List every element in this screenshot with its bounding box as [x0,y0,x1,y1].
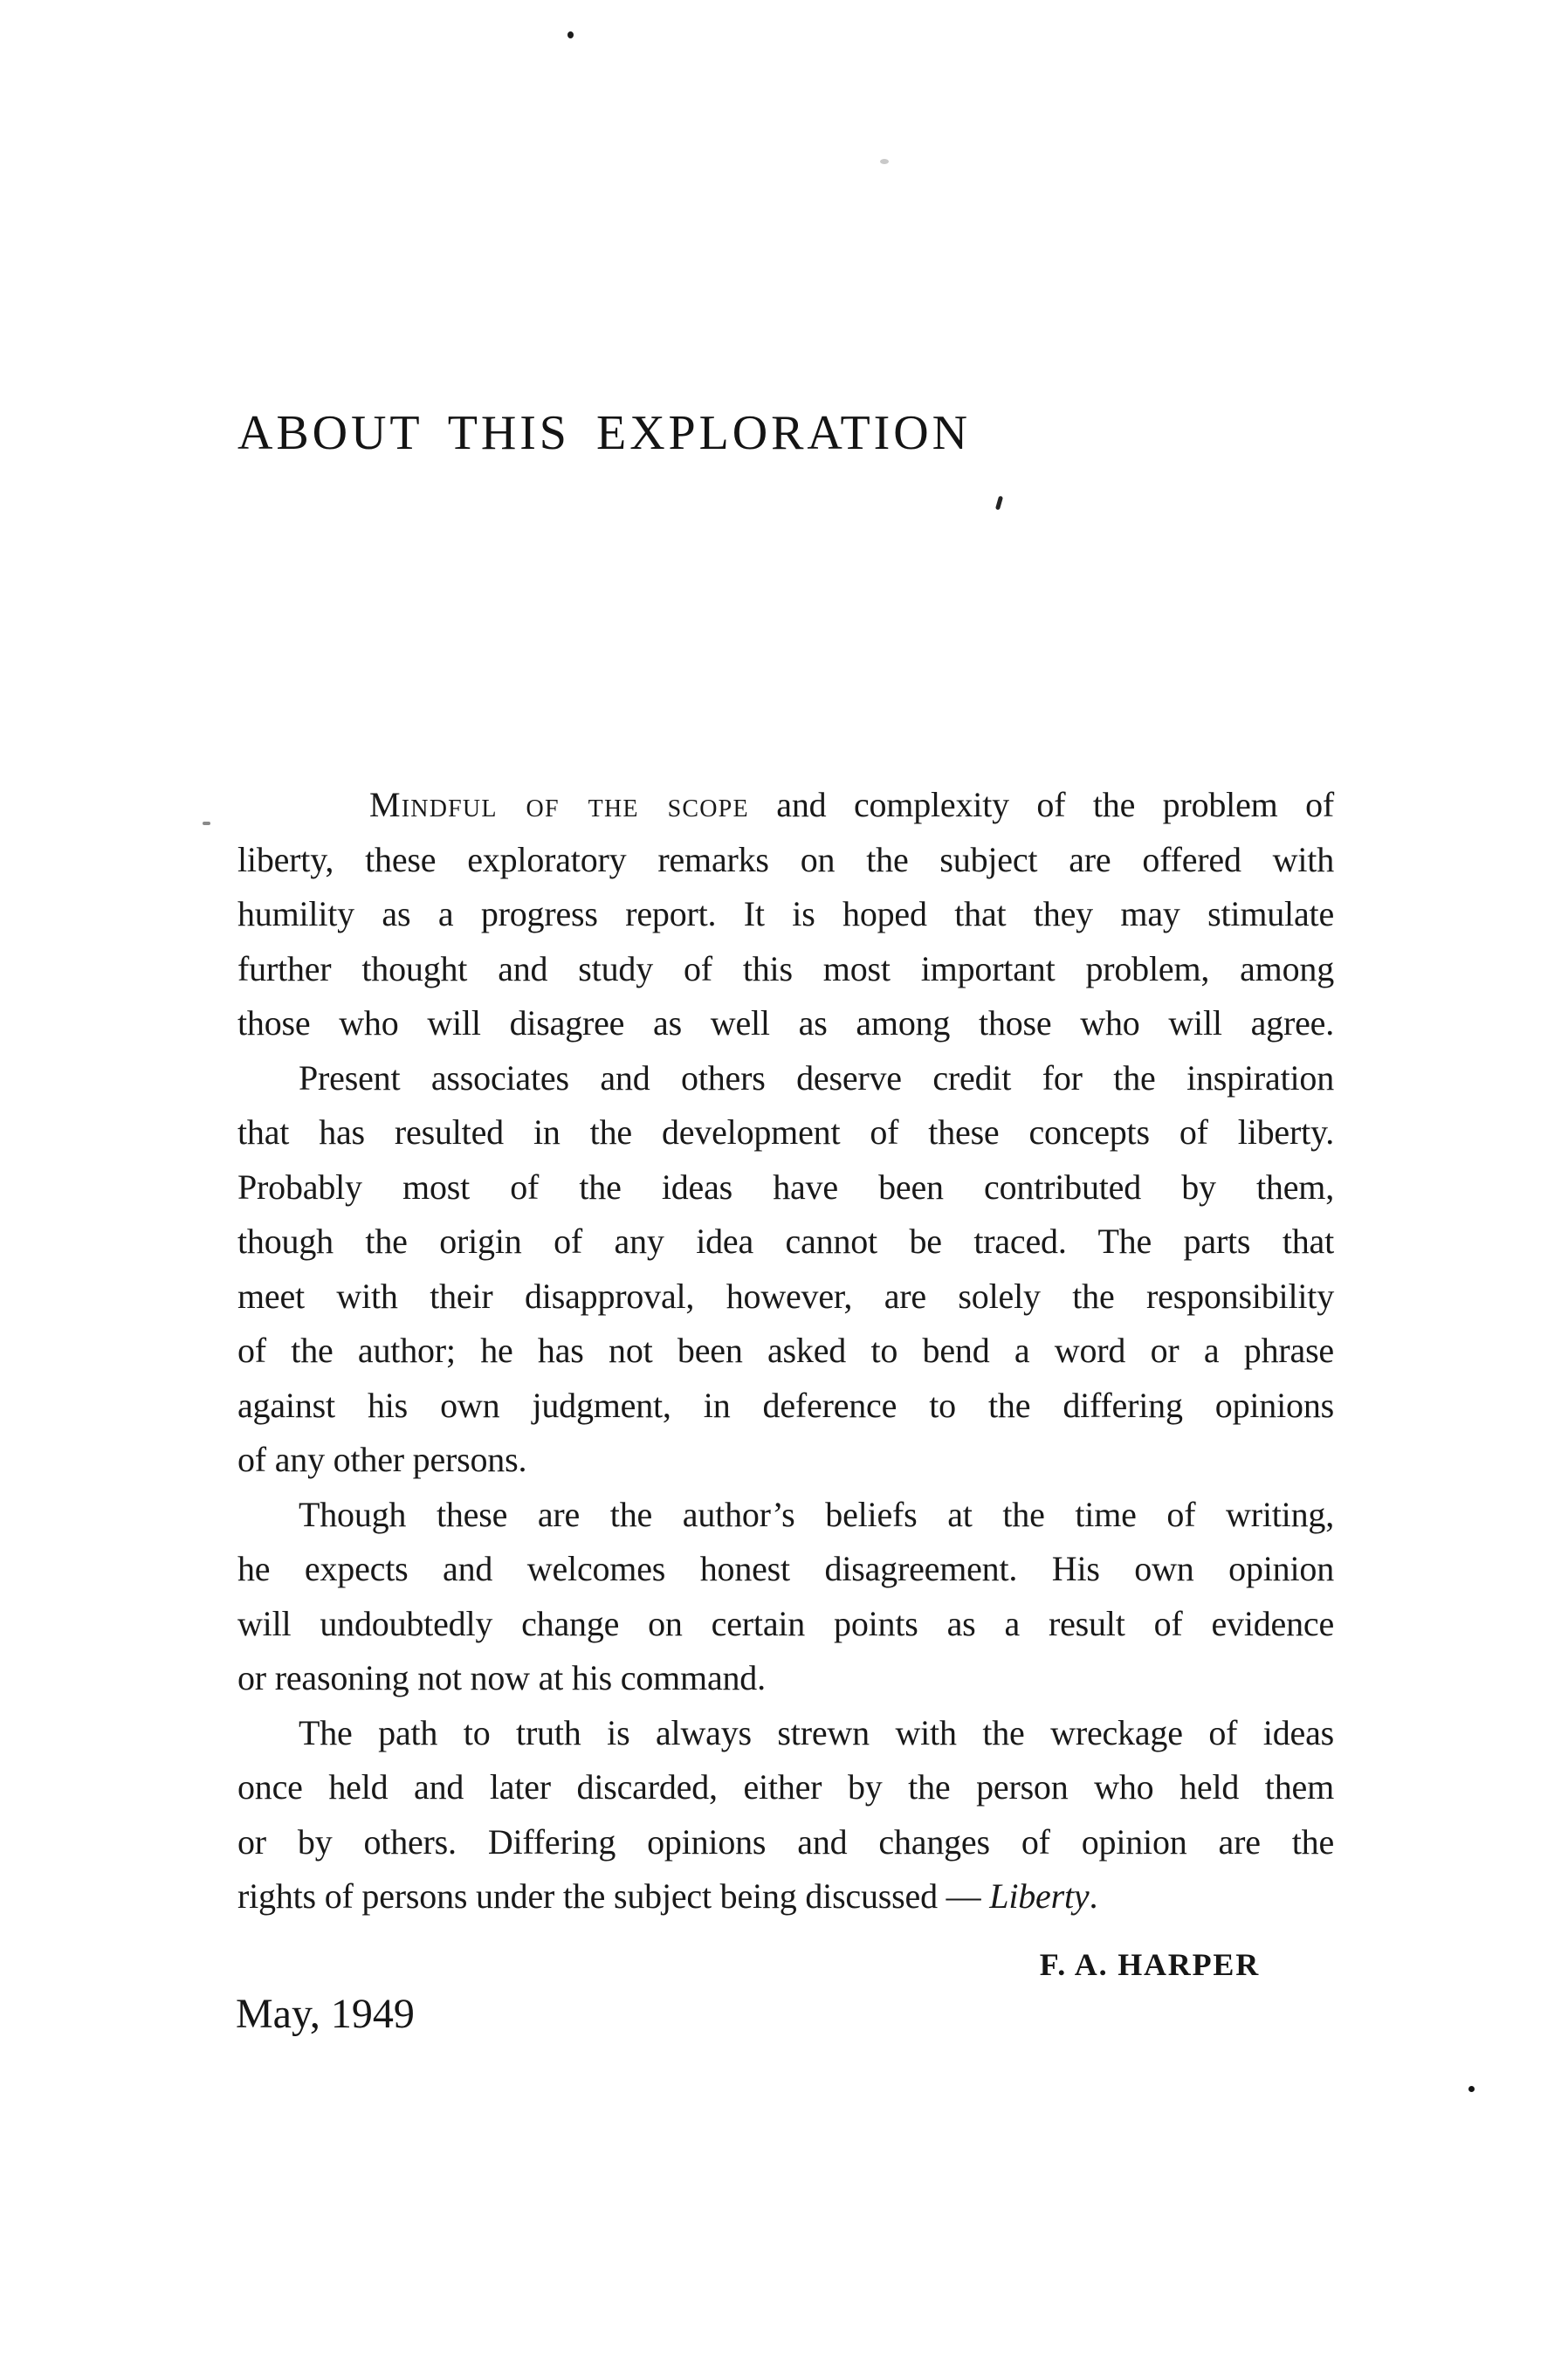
body-line: those who will disagree as well as among those who will agree. [237,1003,1334,1043]
body-line: or reasoning not now at his command. [237,1658,766,1697]
body-line: or by others. Differing opinions and changes of opinion are the [237,1821,1334,1862]
body-line: though the origin of any idea cannot be traced. The parts that [237,1222,1334,1261]
body-line: against his own judgment, in deference to the differing opinions [237,1385,1334,1425]
scan-tick-mark [995,496,1003,511]
body-line: of the author; he has not been asked to bend a word or a phrase [237,1331,1334,1370]
body-line: will undoubtedly change on certain points as a result of evidence [237,1603,1334,1643]
page-title: ABOUT THIS EXPLORATION [237,406,971,460]
body-line-text: and complexity of the problem of [748,785,1334,824]
small-caps-lead: Mindful of the scope [369,785,749,824]
body-line: liberty, these exploratory remarks on the subject are offered with [237,839,1334,879]
scan-speck [880,159,889,164]
body-line: Though these are the author’s beliefs at the time of writing, [299,1494,1334,1534]
body-line: humility as a progress report. It is hoped that they may stimulate [237,894,1334,933]
body-line-text: . [1089,1876,1098,1916]
body-line [237,778,1334,833]
body-line [237,1869,1334,1924]
body-line: Present associates and others deserve credit for the inspiration [299,1057,1334,1098]
body-line: meet with their disapproval, however, are solely the responsibility [237,1276,1334,1316]
body-line: of any other persons. [237,1440,527,1479]
body-line: The path to truth is always strewn with the wreckage of ideas [299,1712,1334,1752]
body-text [237,778,1334,1924]
body-line-text: rights of persons under the subject being discussed — [237,1876,990,1916]
body-line: that has resulted in the development of these concepts of liberty. [237,1112,1334,1152]
body-line: once held and later discarded, either by the person who held them [237,1767,1334,1807]
author-signature: F. A. HARPER [1039,1947,1260,1982]
date-line: May, 1949 [236,1991,415,2037]
emphasized-word: Liberty [989,1876,1090,1916]
scan-speck [567,31,574,38]
scan-speck [203,822,210,825]
body-line: he expects and welcomes honest disagreement. His own opinion [237,1549,1334,1588]
scan-speck [1468,2086,1475,2092]
body-line: further thought and study of this most important problem, among [237,948,1334,988]
body-line: Probably most of the ideas have been contributed by them, [237,1167,1334,1207]
